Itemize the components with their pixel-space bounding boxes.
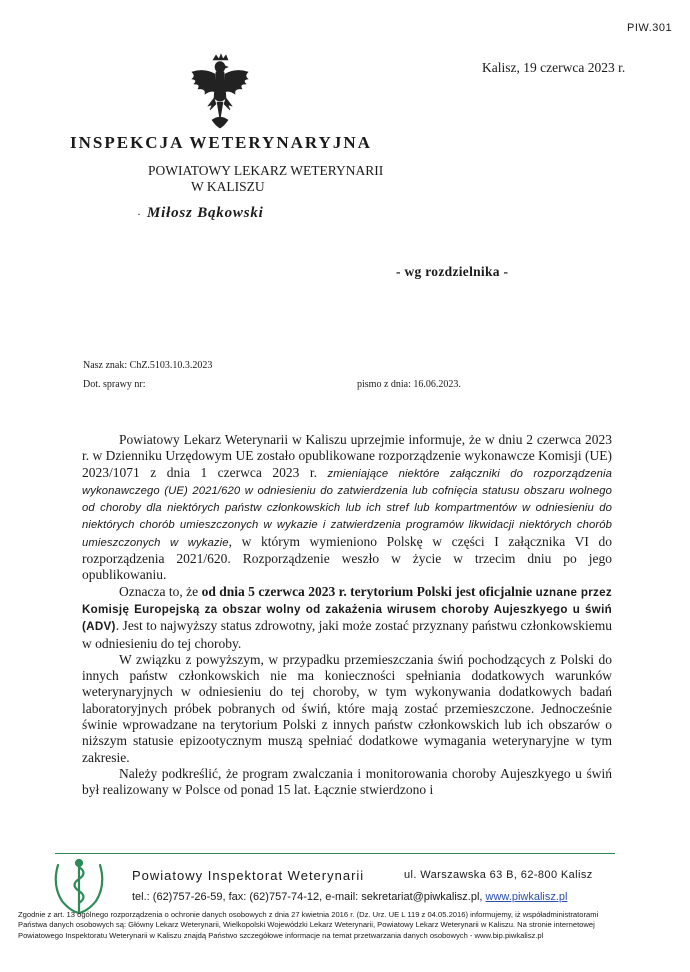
paragraph-2-bold-b: uznane przez Komisję Europejską za obszar wolny od zakażenia wirusem choroby Aujeszkyego u świń (ADV) (82, 585, 612, 634)
footer-organization: Powiatowy Inspektorat Weterynarii (132, 868, 365, 883)
regulation-title-italic: zmieniające niektóre załączniki do rozporządzenia wykonawczego (UE) 2021/620 w odniesieniu do zatwierdzenia lub cofnięcia statusu obszaru wolnego od choroby dla niektórych państw członkowskich lub ich stref lub kompartmentów w odniesieniu do niektórych chorób umieszczonych w wykazie i zatwierdzenia programów likwidacji niektórych chorób umieszczonych w wykazie (82, 467, 612, 549)
signature-dot-mark: · (137, 207, 141, 221)
paragraph-2-text-a: Oznacza to, że (119, 583, 202, 599)
official-name: Miłosz Bąkowski (147, 205, 264, 221)
our-reference: Nasz znak: ChZ.5103.10.3.2023 (83, 360, 213, 371)
office-title-line1: POWIATOWY LEKARZ WETERYNARII (148, 163, 384, 178)
paragraph-1-text-b: , w którym wymieniono Polskę w części I załącznika VI do rozporządzenia 2021/620. Rozporządzenie weszło w życie w trzecim dniu po jego opublikowaniu. (82, 533, 612, 583)
letter-body (82, 432, 612, 799)
paragraph-4: Należy podkreślić, że program zwalczania i monitorowania choroby Aujeszkyego u świń był realizowany w Polsce od ponad 15 lat. Łącznie stwierdzono i (82, 765, 612, 798)
paragraph-1-text-a: Powiatowy Lekarz Weterynarii w Kaliszu uprzejmie informuje, że w dniu 2 czerwca 2023 r. w Dzienniku Urzędowym UE zostało opublikowane rozporządzenie wykonawcze Komisji (UE) 2023/1071 z dnia 1 czerwca 2023 r. (82, 432, 612, 480)
paragraph-2-text-b: . Jest to najwyższy status zdrowotny, jaki może zostać przyznany państwu członkowskiemu w odniesieniu do tej choroby. (82, 618, 612, 651)
website-link[interactable]: www.piwkalisz.pl (485, 891, 568, 903)
place-and-date: Kalisz, 19 czerwca 2023 r. (482, 60, 626, 75)
footer-divider (55, 853, 615, 854)
paragraph-3: W związku z powyższym, w przypadku przemieszczania świń pochodzących z Polski do innych państw członkowskich nie ma konieczności spełniania dodatkowych warunków weterynaryjnych w odniesieniu do tej choroby, w tym wykonywania dodatkowych badań laboratoryjnych próbek pobranych od świń, które mają zostać przemieszczone. Jednocześnie świnie wprowadzane na terytorium Polski z innych państw członkowskich lub ich obszarów o niższym statusie epizootycznym muszą spełniać dodatkowe wymagania weterynaryjne w tym zakresie. (82, 651, 612, 765)
polish-eagle-emblem-icon (186, 52, 254, 130)
paragraph-1 (82, 432, 612, 584)
institution-name: INSPEKCJA WETERYNARYJNA (70, 133, 372, 152)
gdpr-notice: Zgodnie z art. 13 ogólnego rozporządzenia o ochronie danych osobowych z dnia 27 kwietnia 2016 r. (Dz. Urz. UE L 119 z 04.05.2016) informujemy, iż współadministratorami Państwa danych osobowych są: Główny Lekarz Weterynarii, Wielkopolski Wojewódzki Lekarz Weterynarii, Powiatowy Lekarz Weterynarii w Kaliszu. Na stronie internetowej Powiatowego Inspektoratu Weterynarii w Kaliszu znajdą Państwo szczegółowe informacje na temat przetwarzania danych osobowych - www.bip.piwkalisz.pl (18, 910, 599, 940)
office-title-line2: W KALISZU (191, 179, 265, 194)
footer-contact (132, 891, 612, 903)
letter-date-reference: pismo z dnia: 16.06.2023. (357, 379, 461, 390)
footer-address: ul. Warszawska 63 B, 62-800 Kalisz (404, 869, 593, 881)
case-number-label: Dot. sprawy nr: (83, 379, 146, 390)
document-code: PIW.301 (627, 22, 673, 34)
veterinary-caduceus-logo-icon (48, 855, 110, 917)
footer-contact-details: tel.: (62)757-26-59, fax: (62)757-74-12, e-mail: sekretariat@piwkalisz.pl, (132, 891, 486, 903)
recipient-line: - wg rozdzielnika - (396, 264, 509, 279)
paragraph-2 (82, 584, 612, 652)
paragraph-2-bold-a: od dnia 5 czerwca 2023 r. terytorium Polski jest oficjalnie (201, 583, 533, 599)
